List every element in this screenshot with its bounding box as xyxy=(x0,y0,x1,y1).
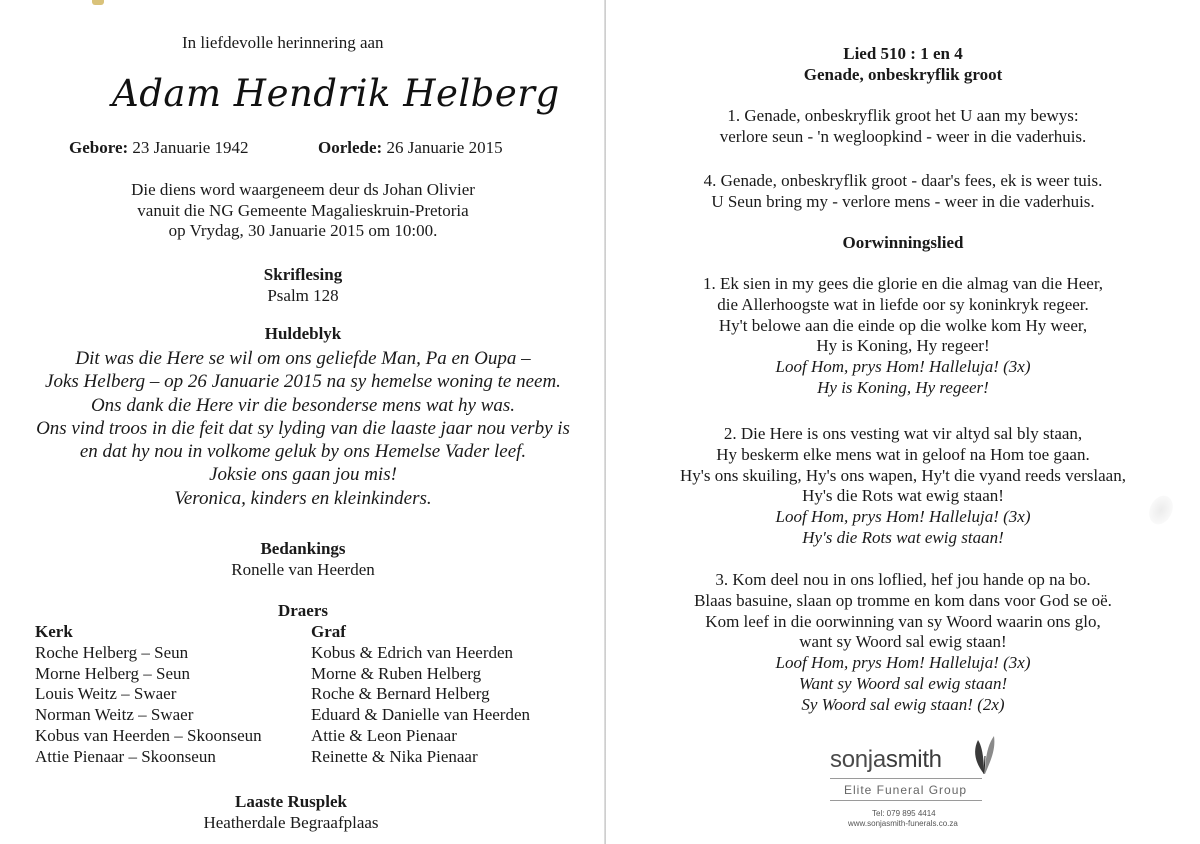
grave-bearers xyxy=(311,622,530,768)
refrain-line: Hy is Koning, Hy regeer! xyxy=(817,377,989,397)
victory-verse-3 xyxy=(606,570,1200,716)
logo-rule xyxy=(830,800,982,801)
church-bearers xyxy=(35,622,262,768)
tribute-line: Ons dank die Here vir die besonderse mens wat hy was. xyxy=(90,394,516,416)
refrain-line: Want sy Woord sal ewig staan! xyxy=(798,673,1008,693)
verse-line: Hy't belowe aan die einde op die wolke kom Hy weer, xyxy=(718,315,1088,335)
grave-heading: Graf xyxy=(311,622,346,641)
right-page xyxy=(606,0,1200,844)
refrain-line: Loof Hom, prys Hom! Halleluja! (3x) xyxy=(775,507,1031,527)
tribute-text xyxy=(0,347,606,510)
church-heading: Kerk xyxy=(35,622,73,641)
bearer-item: Attie Pienaar – Skoonseun xyxy=(35,746,216,766)
logo-website: www.sonjasmith-funerals.co.za xyxy=(848,819,958,828)
verse-line: Hy's ons skuiling, Hy's ons wapen, Hy't die vyand reeds verslaan, xyxy=(680,465,1126,485)
verse-line: 2. Die Here is ons vesting wat vir altyd sal bly staan, xyxy=(723,424,1083,443)
verse-line: Blaas basuine, slaan op tromme en kom dans voor God se oë. xyxy=(694,590,1112,610)
tribute-line: Veronica, kinders en kleinkinders. xyxy=(174,487,432,509)
service-line: Die diens word waargeneem deur ds Johan Olivier xyxy=(131,180,475,199)
brand-name xyxy=(830,746,942,774)
verse-line: U Seun bring my - verlore mens - weer in die vaderhuis. xyxy=(711,191,1095,211)
died-date: 26 Januarie 2015 xyxy=(386,138,503,157)
hymn-verse-4 xyxy=(606,171,1200,213)
logo-rule xyxy=(830,778,982,779)
tribute-line: Dit was die Here se wil om ons geliefde Man, Pa en Oupa – xyxy=(75,348,531,369)
verse-line: Hy is Koning, Hy regeer! xyxy=(816,336,990,356)
refrain-line: Hy's die Rots wat ewig staan! xyxy=(802,527,1004,547)
bearer-item: Louis Weitz – Swaer xyxy=(35,684,177,704)
hymn-heading xyxy=(606,44,1200,86)
brand-strong: smith xyxy=(885,746,942,773)
bearer-item: Morne Helberg – Seun xyxy=(35,663,191,683)
verse-line: 1. Ek sien in my gees die glorie en die almag van die Heer, xyxy=(702,274,1104,293)
hymn-number: Lied 510 : 1 en 4 xyxy=(843,44,963,63)
bearer-item: Kobus & Edrich van Heerden xyxy=(311,642,514,662)
bearers-heading: Draers xyxy=(277,601,329,620)
logo-phone: Tel: 079 895 4414 xyxy=(872,809,936,818)
bearer-item: Roche Helberg – Seun xyxy=(35,642,189,662)
bearer-item: Norman Weitz – Swaer xyxy=(35,705,194,725)
tribute-line: en dat hy nou in volkome geluk by ons Hemelse Vader leef. xyxy=(79,441,527,463)
hymn-verse-1 xyxy=(606,106,1200,148)
tribute-line: Ons vind troos in die feit dat sy lyding van die laaste jaar nou verby is xyxy=(36,417,570,439)
reading-text: Psalm 128 xyxy=(267,286,339,305)
butterfly-icon xyxy=(970,734,1000,778)
tribute-heading: Huldeblyk xyxy=(264,324,342,343)
bearer-item: Kobus van Heerden – Skoonseun xyxy=(35,725,262,745)
thanks-text: Ronelle van Heerden xyxy=(231,560,375,579)
bearer-item: Morne & Ruben Helberg xyxy=(311,663,482,683)
reading-heading: Skriflesing xyxy=(263,265,343,284)
verse-line: 3. Kom deel nou in ons loflied, hef jou hande op na bo. xyxy=(715,570,1091,589)
victory-verse-2 xyxy=(606,424,1200,549)
corner-mark xyxy=(92,0,104,5)
intro-text: In liefdevolle herinnering aan xyxy=(182,33,384,52)
hymn-title: Genade, onbeskryflik groot xyxy=(803,64,1003,84)
victory-title: Oorwinningslied xyxy=(842,233,964,252)
service-line: op Vrydag, 30 Januarie 2015 om 10:00. xyxy=(168,221,438,240)
brand-tagline: Elite Funeral Group xyxy=(844,783,968,797)
verse-line: 1. Genade, onbeskryflik groot het U aan my bewys: xyxy=(727,106,1079,125)
died-line xyxy=(318,138,503,158)
verse-line: verlore seun - 'n wegloopkind - weer in die vaderhuis. xyxy=(719,126,1087,146)
service-line: vanuit die NG Gemeente Magalieskruin-Pretoria xyxy=(137,200,469,220)
rest-heading: Laaste Rusplek xyxy=(235,792,347,811)
verse-line: Hy beskerm elke mens wat in geloof na Hom toe gaan. xyxy=(716,444,1090,464)
service-details xyxy=(0,180,606,242)
bearer-item: Reinette & Nika Pienaar xyxy=(311,746,478,766)
verse-line: Kom leef in die oorwinning van sy Woord waarin ons glo, xyxy=(705,611,1101,631)
victory-verse-1 xyxy=(606,274,1200,399)
verse-line: Hy's die Rots wat ewig staan! xyxy=(802,486,1004,506)
born-date: 23 Januarie 1942 xyxy=(132,138,249,157)
tribute-line: Joksie ons gaan jou mis! xyxy=(209,464,397,486)
deceased-name: Adam Hendrik Helberg xyxy=(112,72,560,115)
bearer-item: Roche & Bernard Helberg xyxy=(311,684,490,704)
bearer-item: Attie & Leon Pienaar xyxy=(311,725,457,745)
refrain-line: Loof Hom, prys Hom! Halleluja! (3x) xyxy=(775,357,1031,377)
died-label: Oorlede: xyxy=(318,138,383,157)
refrain-line: Sy Woord sal ewig staan! (2x) xyxy=(801,694,1005,714)
rest-text: Heatherdale Begraafplaas xyxy=(203,813,379,832)
funeral-logo xyxy=(830,736,990,836)
born-label: Gebore: xyxy=(69,138,129,157)
bearer-item: Eduard & Danielle van Heerden xyxy=(311,705,531,725)
verse-line: want sy Woord sal ewig staan! xyxy=(799,632,1007,652)
born-line xyxy=(69,138,249,158)
tribute-line: Joks Helberg – op 26 Januarie 2015 na sy hemelse woning te neem. xyxy=(45,371,561,393)
brand-light: sonja xyxy=(830,746,886,773)
refrain-line: Loof Hom, prys Hom! Halleluja! (3x) xyxy=(775,653,1031,673)
thanks-heading: Bedankings xyxy=(260,539,346,558)
verse-line: die Allerhoogste wat in liefde oor sy koninkryk regeer. xyxy=(717,294,1089,314)
verse-line: 4. Genade, onbeskryflik groot - daar's fees, ek is weer tuis. xyxy=(703,171,1103,190)
